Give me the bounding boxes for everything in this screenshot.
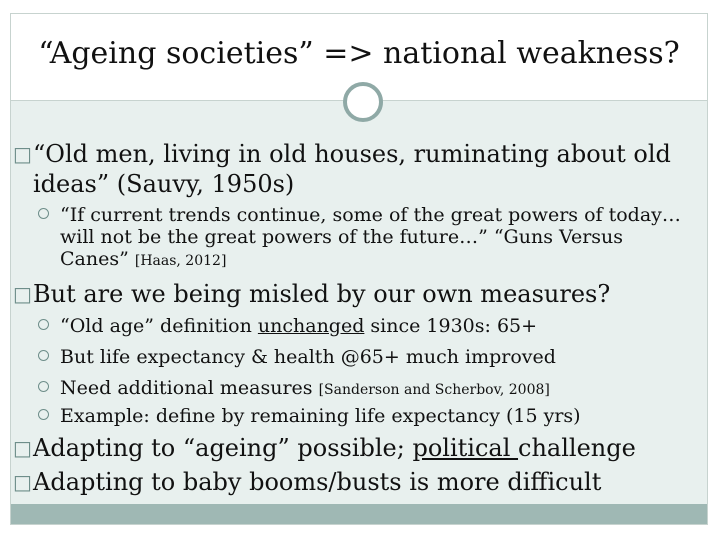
sub-bullet-1 — [60, 204, 687, 272]
footer-bar — [11, 504, 707, 524]
sub-bullet-text: Need additional measures — [60, 377, 313, 399]
bullet-marker: □ — [13, 470, 32, 494]
sub-bullet-3 — [60, 346, 687, 368]
sub-bullet-text: “Old age” definition — [60, 315, 258, 337]
bullet-3 — [13, 433, 689, 463]
content-area — [11, 100, 707, 505]
bullet-circle-icon — [38, 319, 49, 330]
citation: [Haas, 2012] — [134, 253, 227, 269]
sub-bullet-text: Example: define by remaining life expectancy (15 yrs) — [60, 405, 581, 427]
sub-bullet-2 — [60, 315, 687, 337]
underlined-text: political — [412, 434, 519, 462]
bullet-marker: □ — [13, 142, 32, 166]
sub-bullet-text: “If current trends continue, some of the great powers of today…will not be the great powers of the future…” “Guns Versus Canes” — [60, 204, 681, 270]
underlined-text: unchanged — [257, 315, 365, 337]
bullet-circle-icon — [38, 350, 49, 361]
sub-bullet-text: since 1930s: 65+ — [364, 315, 538, 337]
bullet-text: But are we being misled by our own measures? — [33, 280, 611, 308]
bullet-text: Adapting to “ageing” possible; — [33, 434, 413, 462]
bullet-marker: □ — [13, 282, 32, 306]
sub-bullet-text: But life expectancy & health @65+ much improved — [60, 346, 556, 368]
bullet-marker: □ — [13, 436, 32, 460]
divider-circle-icon — [343, 82, 383, 122]
slide — [10, 13, 708, 525]
sub-bullet-5 — [60, 405, 687, 427]
bullet-circle-icon — [38, 409, 49, 420]
bullet-text: “Old men, living in old houses, ruminating about old ideas” (Sauvy, 1950s) — [33, 140, 671, 198]
bullet-circle-icon — [38, 208, 49, 219]
bullet-text: challenge — [518, 434, 636, 462]
bullet-circle-icon — [38, 381, 49, 392]
bullet-4 — [13, 467, 689, 497]
slide-title: “Ageing societies” => national weakness? — [38, 36, 680, 71]
sub-bullet-4 — [60, 377, 687, 401]
citation: [Sanderson and Scherbov, 2008] — [318, 382, 550, 398]
bullet-text: Adapting to baby booms/busts is more difficult — [33, 468, 602, 496]
bullet-1 — [13, 139, 689, 199]
bullet-2 — [13, 279, 689, 309]
